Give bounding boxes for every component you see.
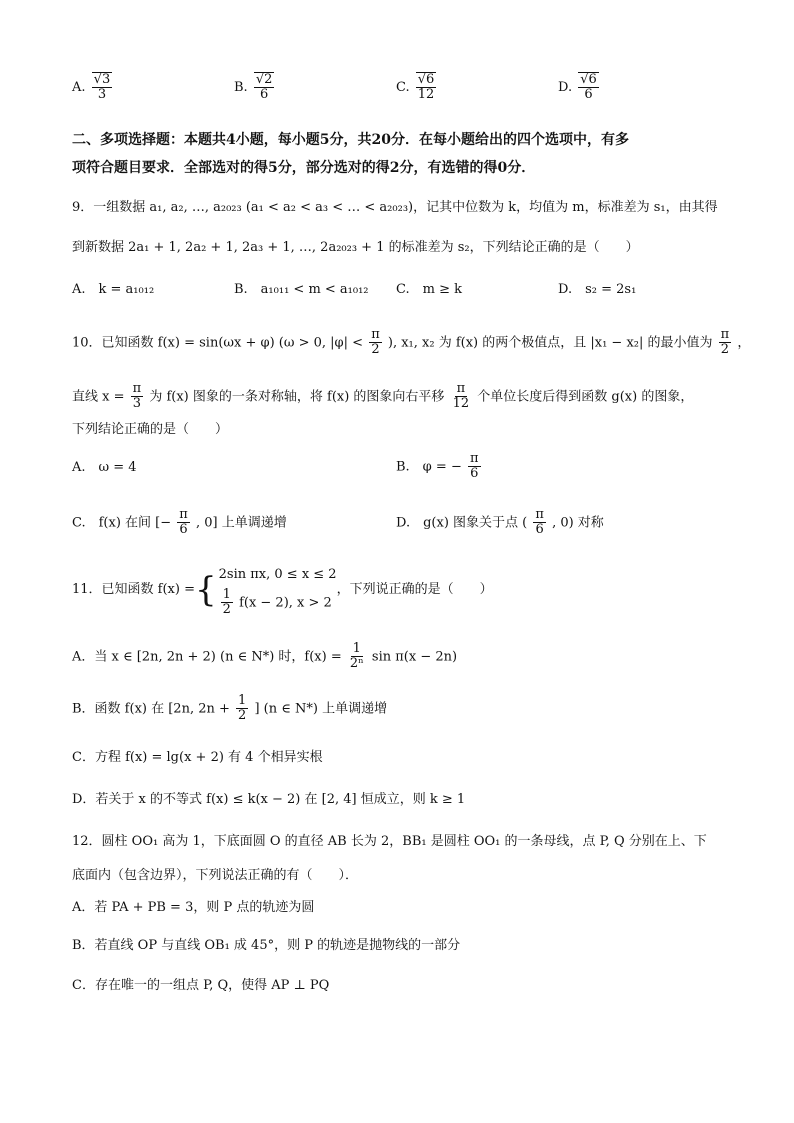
q9-option-d: D. s₂ = 2s₁ (558, 282, 637, 297)
q11-option-a (72, 642, 457, 672)
fraction (468, 452, 481, 482)
q11-option-d: D．若关于 x 的不等式 f(x) ≤ k(x − 2) 在 [2, 4] 恒成立，则 k ≥ 1 (72, 792, 466, 807)
q9-option-a: A. k = a₁₀₁₂ (72, 282, 155, 297)
option-label: C. (396, 79, 410, 95)
text: 直线 x = (72, 389, 125, 405)
q11-stem (72, 562, 493, 618)
q10-option-a: A. ω = 4 (72, 460, 137, 475)
text: A．当 x ∈ [2n, 2n + 2) (n ∈ N*) 时，f(x) = (72, 649, 342, 665)
q10-option-b (396, 452, 483, 482)
numerator: π (179, 507, 188, 522)
case-2 (219, 588, 337, 618)
text: ] (n ∈ N*) 上单调递增 (254, 701, 388, 717)
piecewise-cases (219, 562, 337, 618)
numerator: π (720, 327, 730, 342)
option-label: A. (72, 79, 86, 95)
section-heading-line1: 二、多项选择题：本题共4小题，每小题5分，共20分．在每小题给出的四个选项中，有多 (72, 132, 629, 148)
denominator: 2 (371, 342, 380, 358)
denominator: 12 (452, 396, 470, 412)
q12-stem-line1: 12．圆柱 OO₁ 高为 1，下底面圆 O 的直径 AB 长为 2，BB₁ 是圆柱 OO₁ 的一条母线，点 P, Q 分别在上、下 (72, 834, 707, 849)
text: C. f(x) 在间 [− (72, 515, 172, 531)
denominator: 6 (179, 522, 188, 538)
numerator: 1 (352, 641, 361, 656)
denominator: 2 (720, 342, 730, 358)
q12-option-c: C．存在唯一的一组点 P, Q，使得 AP ⊥ PQ (72, 978, 330, 993)
denominator: 6 (535, 522, 544, 538)
denominator: 2ⁿ (349, 656, 364, 672)
text: B. φ = − (396, 459, 462, 475)
brace: { (195, 569, 217, 610)
q12-stem-line2: 底面内（包含边界），下列说法正确的有（ ）． (72, 868, 359, 883)
fraction (254, 72, 275, 103)
numerator: 1 (222, 587, 231, 602)
numerator: π (371, 327, 380, 342)
q9-stem-line2: 到新数据 2a₁ + 1, 2a₂ + 1, 2a₃ + 1, …, 2a₂₀₂₃ + 1 的标准差为 s₂，下列结论正确的是（ ） (72, 240, 639, 255)
q10-option-d (396, 508, 604, 538)
text: ，下列说正确的是（ ） (336, 581, 493, 597)
denominator: 3 (97, 87, 107, 103)
numerator: √6 (417, 72, 435, 87)
denominator: 6 (470, 466, 479, 482)
numerator: π (456, 381, 466, 396)
q10-stem-line3: 下列结论正确的是（ ） (72, 422, 229, 437)
q8-option-d (558, 72, 601, 103)
q10-option-c (72, 508, 287, 538)
q8-option-b (234, 72, 276, 103)
fraction (369, 328, 382, 358)
numerator: √2 (255, 72, 273, 87)
fraction (92, 72, 113, 103)
text: 个单位长度后得到函数 g(x) 的图象， (477, 389, 694, 405)
fraction (451, 382, 472, 412)
q9-option-c: C. m ≥ k (396, 282, 462, 297)
denominator: 12 (417, 87, 435, 103)
option-label: D. (558, 79, 573, 95)
section-heading-line2: 项符合题目要求．全部选对的得5分，部分选对的得2分，有选错的得0分． (72, 160, 536, 176)
denominator: 6 (259, 87, 269, 103)
numerator: π (469, 451, 479, 466)
fraction (719, 328, 732, 358)
q12-option-a: A．若 PA + PB = 3，则 P 点的轨迹为圆 (72, 900, 315, 915)
numerator: π (132, 381, 142, 396)
text: ， (737, 335, 751, 351)
denominator: 2 (238, 708, 247, 724)
text: B．函数 f(x) 在 [2n, 2n + (72, 701, 230, 717)
q8-option-c (396, 72, 438, 103)
fraction (236, 694, 248, 724)
denominator: 2 (222, 602, 231, 618)
q10-stem-line2 (72, 382, 693, 412)
text: 10．已知函数 f(x) = sin(ωx + φ) (ω > 0, |φ| < (72, 335, 364, 351)
fraction (533, 508, 546, 538)
denominator: 6 (584, 87, 593, 103)
denominator: 3 (132, 396, 142, 412)
fraction (578, 72, 599, 103)
fraction (177, 508, 190, 538)
option-label: B. (234, 79, 248, 95)
text: , 0] 上单调递增 (195, 515, 287, 531)
numerator: 1 (238, 693, 247, 708)
numerator: √3 (93, 72, 111, 87)
text: , 0) 对称 (552, 515, 604, 531)
q10-stem-line1 (72, 328, 750, 358)
q12-option-b: B．若直线 OP 与直线 OB₁ 成 45°，则 P 的轨迹是抛物线的一部分 (72, 938, 461, 953)
text: sin π(x − 2n) (371, 649, 458, 665)
case-1: 2sin πx, 0 ≤ x ≤ 2 (218, 567, 337, 582)
text: D. g(x) 图象关于点 ( (396, 515, 528, 531)
numerator: π (535, 507, 544, 522)
text: f(x − 2), x > 2 (239, 595, 332, 611)
q11-option-b (72, 694, 387, 724)
q9-stem-line1: 9．一组数据 a₁, a₂, …, a₂₀₂₃ (a₁ < a₂ < a₃ < … < a₂₀₂₃)，记其中位数为 k，均值为 m，标准差为 s₁，由其得 (72, 200, 718, 215)
text: 为 f(x) 图象的一条对称轴，将 f(x) 的图象向右平移 (149, 389, 445, 405)
text: ), x₁, x₂ 为 f(x) 的两个极值点，且 |x₁ − x₂| 的最小值为 (387, 335, 713, 351)
fraction (131, 382, 144, 412)
text: 11．已知函数 f(x) = (72, 581, 195, 597)
q9-option-b: B. a₁₀₁₁ < m < a₁₀₁₂ (234, 282, 369, 297)
fraction (416, 72, 437, 103)
q11-option-c: C．方程 f(x) = lg(x + 2) 有 4 个相异实根 (72, 750, 323, 765)
numerator: √6 (580, 72, 597, 87)
fraction (348, 642, 366, 672)
fraction (221, 588, 233, 618)
q8-option-a (72, 72, 114, 103)
